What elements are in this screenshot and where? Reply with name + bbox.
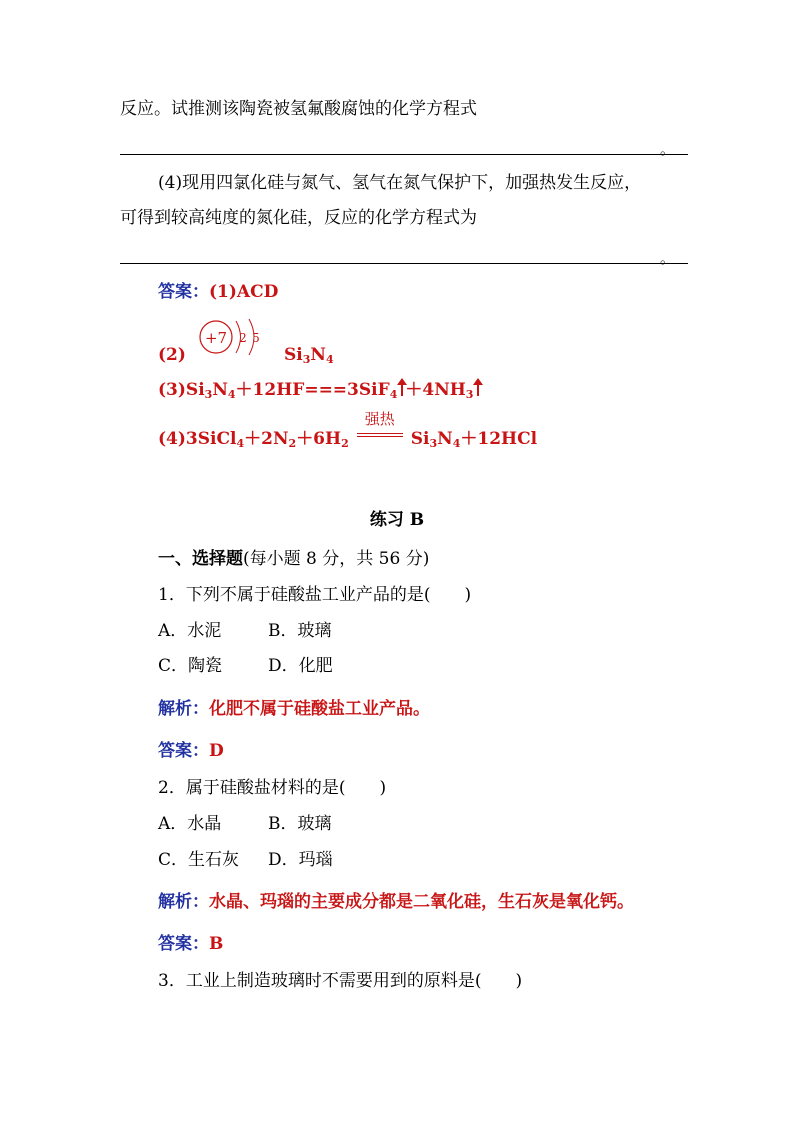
- period-1: 。: [660, 140, 676, 158]
- nitrogen-atom-structure-diagram: [196, 315, 272, 361]
- answer-4-products: $Si_3N_4+12HCl$: [410, 429, 538, 450]
- question-3-stem: 3．工业上制造玻璃时不需要用到的原料是( ): [158, 971, 523, 991]
- question-1-analysis: 解析：化肥不属于硅酸盐工业产品。: [158, 699, 430, 719]
- answer-1-row: [158, 281, 278, 303]
- q4-line-1: (4)现用四氯化硅与氮气、氢气在氮气保护下，加强热发生反应，: [158, 173, 642, 193]
- shell-1-electrons: 2: [239, 331, 247, 345]
- question-2-answer: 答案：B: [158, 934, 224, 954]
- question-2-stem: 2．属于硅酸盐材料的是( ): [158, 778, 387, 798]
- question-1-options-row-2: C．陶瓷 D．化肥: [158, 656, 333, 676]
- gas-arrow-icon: [401, 382, 403, 396]
- question-1-options-row-1: A．水泥 B．玻璃: [158, 621, 332, 641]
- section-title: 练习 B: [369, 510, 425, 530]
- blank-line-1: [120, 154, 688, 155]
- question-1-answer: 答案：D: [158, 741, 224, 761]
- period-2: 。: [660, 249, 676, 267]
- shell-2-electrons: 5: [252, 331, 260, 345]
- nucleus-charge: +7: [204, 329, 228, 347]
- answer-4-row: [158, 410, 538, 450]
- reaction-condition-arrow: [357, 410, 403, 444]
- q3-tail-text: 反应。试推测该陶瓷被氢氟酸腐蚀的化学方程式: [120, 99, 477, 119]
- q4-line-2: 可得到较高纯度的氮化硅，反应的化学方程式为: [120, 208, 477, 228]
- answer-2-formula: $Si_3N_4$: [284, 345, 334, 366]
- blank-line-2: [120, 263, 688, 264]
- question-2-options-row-2: C．生石灰 D．玛瑙: [158, 850, 333, 870]
- question-1-stem: 1．下列不属于硅酸盐工业产品的是( ): [158, 585, 472, 605]
- answer-2-number: (2): [158, 345, 186, 365]
- gas-arrow-icon: [477, 382, 479, 396]
- question-2-analysis: 解析：水晶、玛瑙的主要成分都是二氧化硅，生石灰是氧化钙。: [158, 892, 634, 912]
- answer-4-reactants: $(4)3SiCl_4+2N_2+6H_2$: [158, 429, 349, 450]
- answer-label: 答案：: [158, 282, 209, 302]
- section-heading: 一、选择题(每小题 8 分，共 56 分): [158, 549, 430, 569]
- reaction-condition-text: 强热: [364, 410, 395, 428]
- answer-3-equation: $(3)Si_3N_4+12HF===3SiF_4 +4NH_3$: [158, 379, 481, 401]
- answer-1: (1)ACD: [209, 282, 279, 302]
- question-2-options-row-1: A．水晶 B．玻璃: [158, 814, 332, 834]
